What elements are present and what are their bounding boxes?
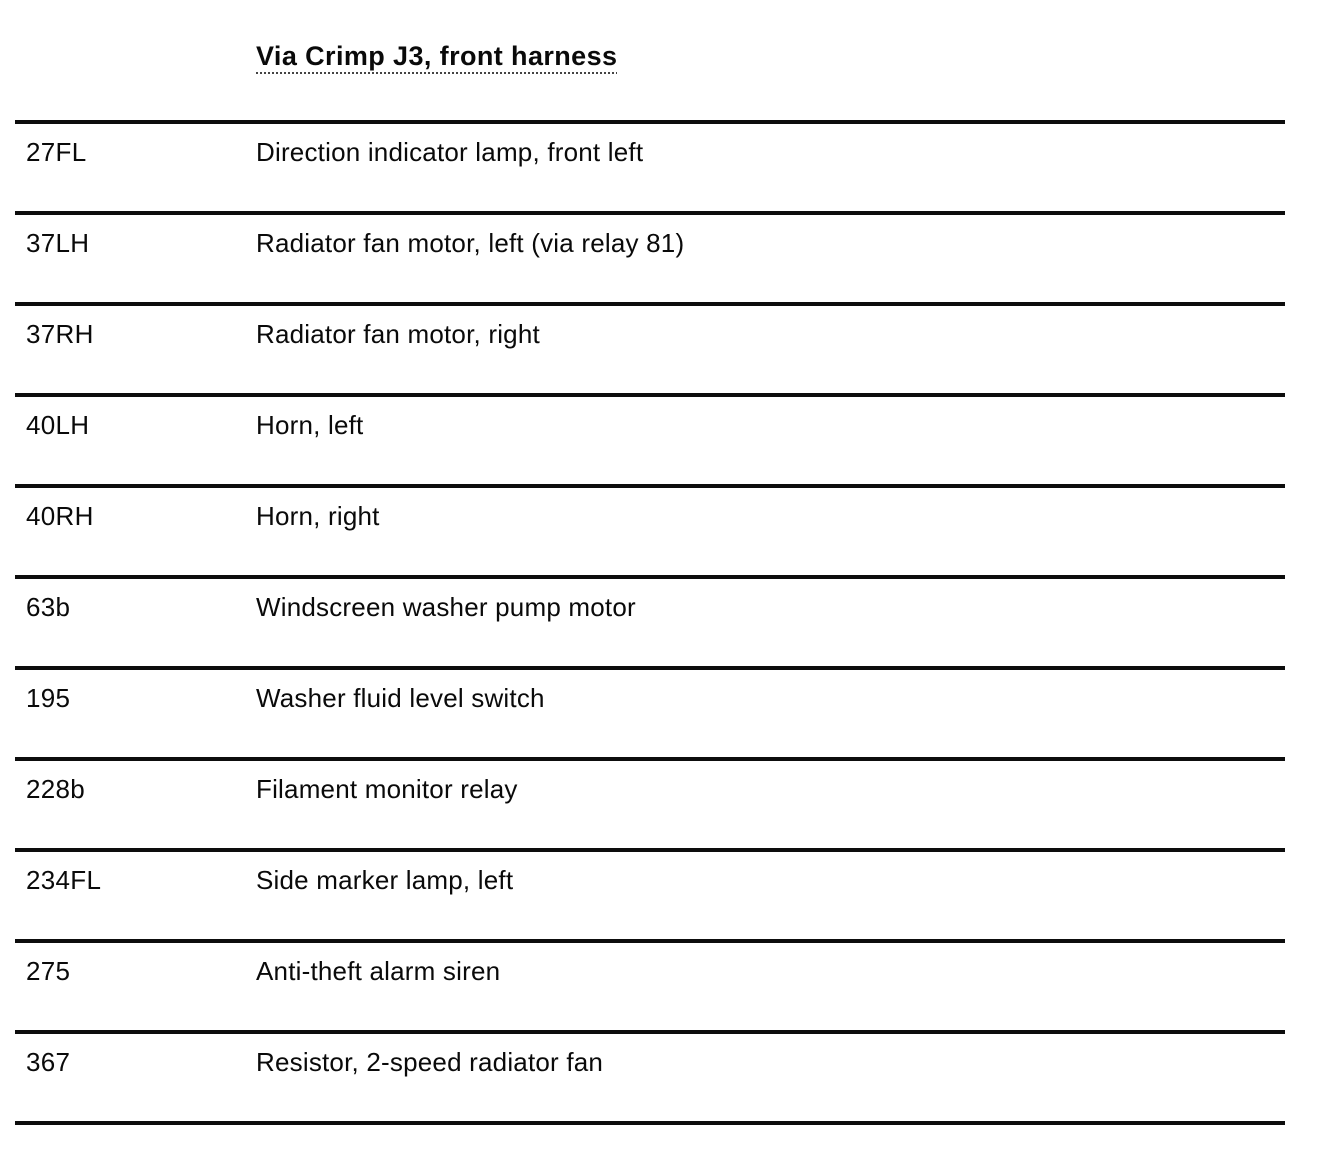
table-row [15,757,1285,848]
page-title [256,41,617,72]
table-row [15,120,1285,211]
table-row [15,575,1285,666]
page-title-text: Via Crimp J3, front harness [256,41,618,71]
row-code: 228b [26,774,86,804]
row-description: Radiator fan motor, right [256,319,540,349]
table-row [15,211,1285,302]
table-row [15,848,1285,939]
row-code: 37RH [26,319,94,349]
row-description: Filament monitor relay [256,774,518,804]
row-code: 234FL [26,865,102,895]
row-description: Washer fluid level switch [256,683,545,713]
row-code: 40RH [26,501,94,531]
table-row [15,666,1285,757]
harness-table [15,120,1285,1125]
table-row [15,484,1285,575]
table-row [15,302,1285,393]
row-description: Side marker lamp, left [256,865,514,895]
row-code: 37LH [26,228,90,258]
row-description: Resistor, 2-speed radiator fan [256,1047,604,1077]
table-row [15,393,1285,484]
row-code: 275 [26,956,71,986]
row-code: 195 [26,683,71,713]
row-description: Windscreen washer pump motor [256,592,636,622]
row-code: 367 [26,1047,71,1077]
row-description: Direction indicator lamp, front left [256,137,644,167]
row-description: Radiator fan motor, left (via relay 81) [256,228,685,258]
row-description: Anti-theft alarm siren [256,956,501,986]
row-description: Horn, right [256,501,380,531]
table-row [15,939,1285,1030]
row-description: Horn, left [256,410,364,440]
row-code: 40LH [26,410,90,440]
row-code: 63b [26,592,71,622]
table-row [15,1030,1285,1121]
row-code: 27FL [26,137,87,167]
